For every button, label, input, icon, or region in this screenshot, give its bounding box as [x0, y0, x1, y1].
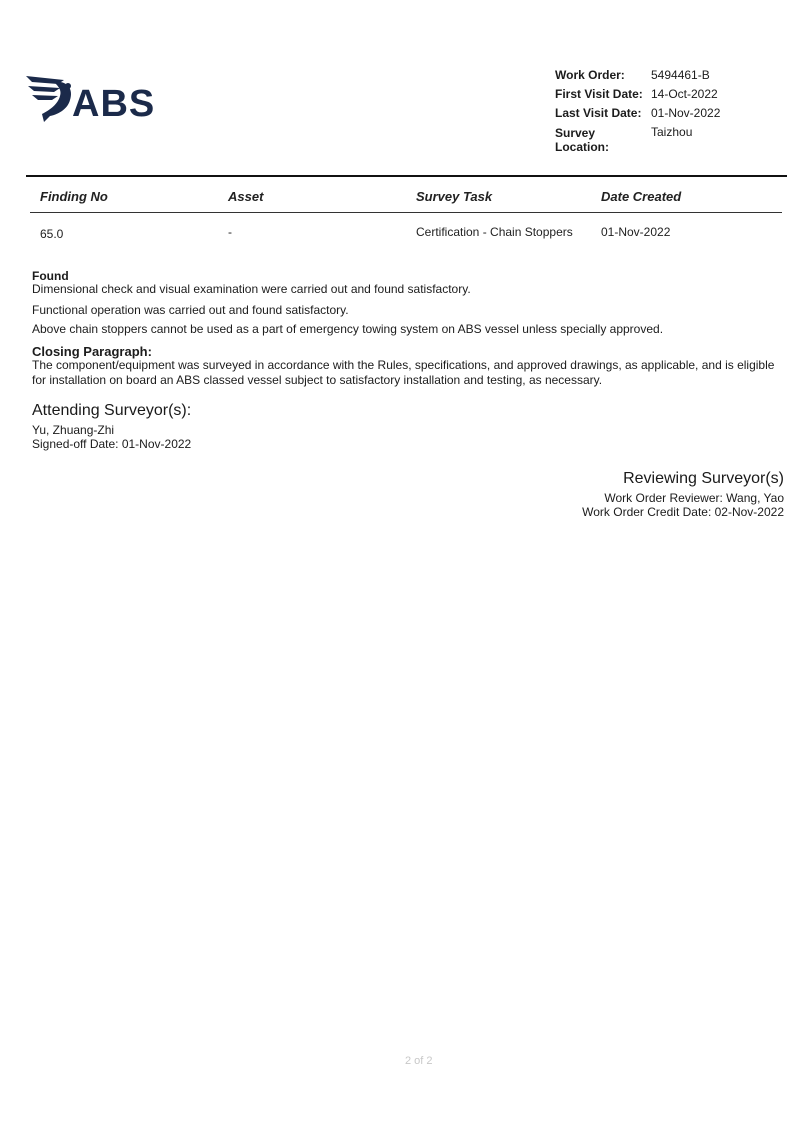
last-visit-value: 01-Nov-2022: [651, 106, 721, 120]
attending-signed-off: Signed-off Date: 01-Nov-2022: [32, 437, 192, 451]
last-visit-row: [555, 104, 720, 123]
cell-date-created: 01-Nov-2022: [601, 225, 671, 239]
attending-name: Yu, Zhuang-Zhi: [32, 423, 115, 437]
cell-finding-no: 65.0: [40, 227, 64, 241]
survey-location-label: Survey Location:: [555, 126, 609, 154]
work-order-row: [555, 66, 720, 85]
attending-title: Attending Surveyor(s):: [32, 402, 192, 419]
header-survey-task: Survey Task: [416, 189, 493, 204]
found-line-3: Above chain stoppers cannot be used as a part of emergency towing system on ABS vessel unless specially approved.: [32, 322, 664, 336]
survey-location-row: [555, 123, 720, 154]
cell-survey-task: Certification - Chain Stoppers: [416, 225, 573, 239]
reviewing-reviewer: Work Order Reviewer: Wang, Yao: [604, 491, 784, 505]
header-finding-no: Finding No: [40, 189, 108, 204]
reviewing-title: Reviewing Surveyor(s): [623, 470, 784, 487]
found-label: Found: [32, 269, 69, 283]
logo-text: ABS: [72, 83, 156, 125]
last-visit-label: Last Visit Date:: [555, 106, 642, 120]
found-line-1: Dimensional check and visual examination were carried out and found satisfactory.: [32, 282, 471, 296]
work-order-value: 5494461-B: [651, 68, 710, 82]
found-line-2: Functional operation was carried out and found satisfactory.: [32, 303, 349, 317]
cell-asset: -: [228, 225, 232, 239]
closing-text: The component/equipment was surveyed in accordance with the Rules, specifications, and approved drawings, as applicable, and is eligible for installation on board an ABS classed vessel subject to satisfactory installation and testing, as necessary.: [32, 358, 775, 387]
closing-label: Closing Paragraph:: [32, 344, 152, 359]
first-visit-label: First Visit Date:: [555, 87, 643, 101]
reviewing-credit-date: Work Order Credit Date: 02-Nov-2022: [582, 505, 784, 519]
table-header-rule: [30, 212, 782, 213]
table-top-rule: [26, 175, 787, 177]
page-number: 2 of 2: [405, 1055, 433, 1067]
survey-location-value: Taizhou: [651, 125, 693, 139]
first-visit-value: 14-Oct-2022: [651, 87, 718, 101]
work-order-label: Work Order:: [555, 68, 625, 82]
header-asset: Asset: [228, 189, 264, 204]
work-order-info: [555, 66, 720, 154]
first-visit-row: [555, 85, 720, 104]
header-date-created: Date Created: [601, 189, 682, 204]
